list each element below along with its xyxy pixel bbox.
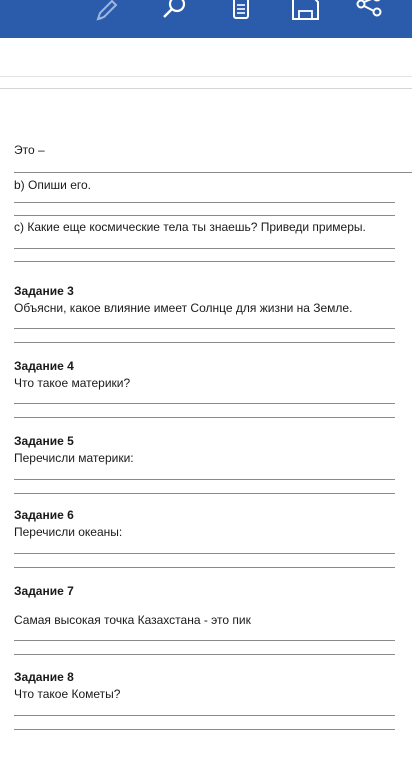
secondary-bar	[0, 38, 412, 89]
answer-line	[14, 417, 395, 418]
task-question: Что такое Кометы?	[14, 687, 121, 701]
answer-line	[14, 215, 395, 216]
divider	[0, 76, 412, 77]
eto-label: Это –	[14, 143, 45, 157]
search-icon[interactable]	[160, 0, 190, 22]
answer-line	[14, 715, 395, 716]
task-title: Задание 3	[14, 284, 74, 298]
answer-line	[14, 640, 395, 641]
save-icon[interactable]	[290, 0, 320, 22]
task-question: Перечисли материки:	[14, 451, 134, 465]
task-question: Что такое материки?	[14, 376, 131, 390]
answer-line	[14, 493, 395, 494]
task-title: Задание 4	[14, 359, 74, 373]
answer-line	[14, 479, 395, 480]
share-icon[interactable]	[354, 0, 384, 22]
task-title: Задание 5	[14, 434, 74, 448]
answer-line	[14, 729, 395, 730]
answer-line	[14, 654, 395, 655]
task-title: Задание 6	[14, 508, 74, 522]
answer-line	[14, 248, 395, 249]
answer-line	[14, 567, 395, 568]
task-title: Задание 8	[14, 670, 74, 684]
question-c: c) Какие еще космические тела ты знаешь? Приведи примеры.	[14, 220, 366, 234]
answer-line	[14, 403, 395, 404]
document-page	[0, 89, 412, 768]
answer-line	[14, 342, 395, 343]
answer-line	[14, 172, 412, 173]
question-b: b) Опиши его.	[14, 178, 91, 192]
task-title: Задание 7	[14, 584, 74, 598]
task-question: Объясни, какое влияние имеет Солнце для жизни на Земле.	[14, 301, 353, 315]
task-question: Перечисли океаны:	[14, 525, 123, 539]
mobile-view-icon[interactable]	[226, 0, 256, 22]
answer-line	[14, 202, 395, 203]
edit-pencil-icon[interactable]	[90, 0, 120, 22]
answer-line	[14, 328, 395, 329]
answer-line	[14, 553, 395, 554]
task-question: Самая высокая точка Казахстана - это пик	[14, 613, 251, 627]
app-toolbar	[0, 0, 412, 38]
answer-line	[14, 261, 395, 262]
